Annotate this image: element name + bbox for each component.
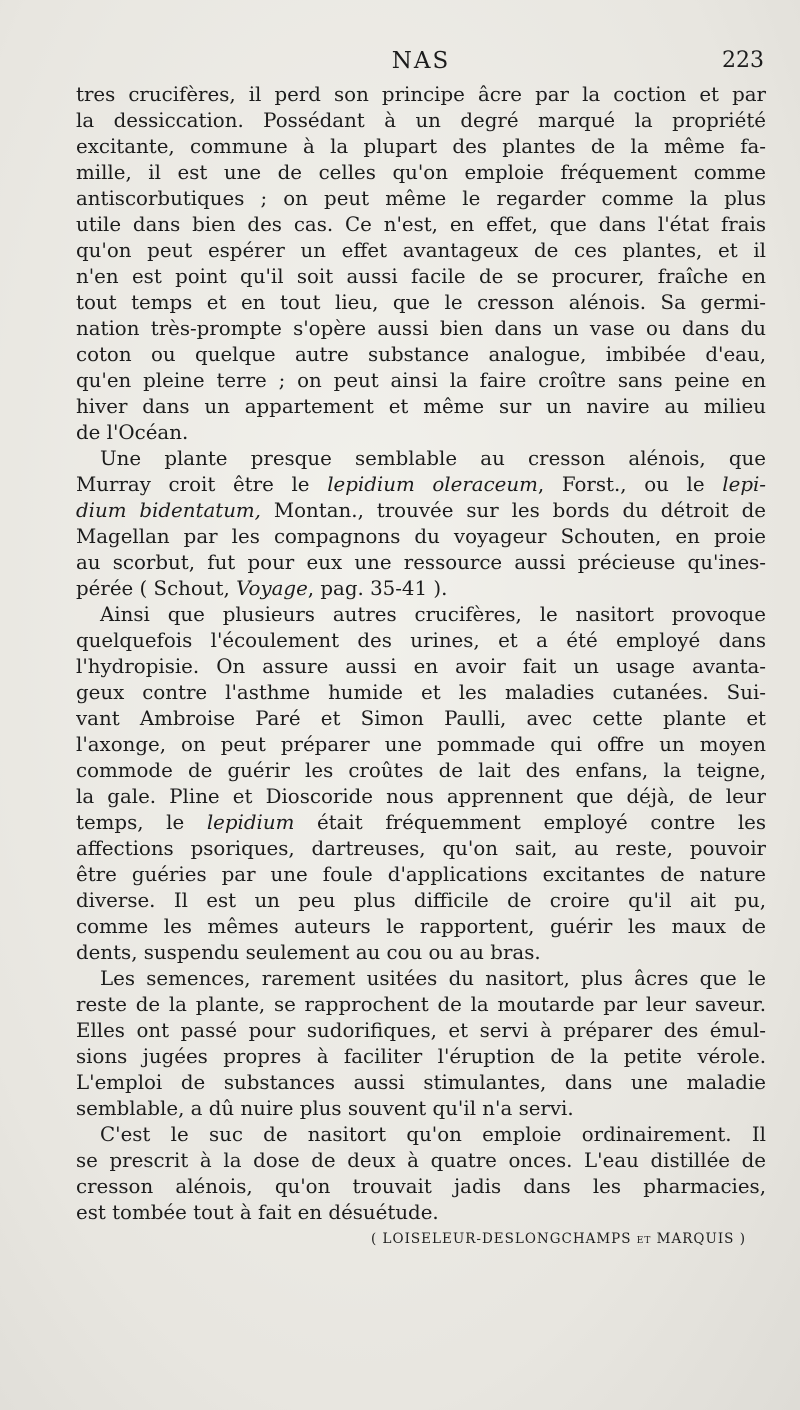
- italic-run: lepi-: [722, 473, 766, 496]
- text-run: Murray croit être le: [76, 473, 328, 496]
- text-line: sions jugées propres à faciliter l'éruption de la petite vérole.: [76, 1045, 766, 1068]
- text-line: L'emploi de substances aussi stimulantes, dans une maladie: [76, 1071, 766, 1094]
- text-line: être guéries par une foule d'applications excitantes de nature: [76, 863, 766, 886]
- text-line: geux contre l'asthme humide et les maladies cutanées. Sui-: [76, 681, 766, 704]
- text-line: de l'Océan.: [76, 421, 189, 444]
- author-signature: ( LOISELEUR-DESLONGCHAMPS et MARQUIS ): [371, 1231, 746, 1247]
- text-line: vant Ambroise Paré et Simon Paulli, avec cette plante et: [76, 707, 766, 730]
- page-header: [76, 48, 766, 80]
- text-line: n'en est point qu'il soit aussi facile de se procurer, fraîche en: [76, 265, 766, 288]
- text-line: la dessiccation. Possédant à un degré marqué la propriété: [76, 109, 766, 132]
- text-line: hiver dans un appartement et même sur un navire au milieu: [76, 395, 766, 418]
- text-line: commode de guérir les croûtes de lait des enfans, la teigne,: [76, 759, 766, 782]
- text-line: l'hydropisie. On assure aussi en avoir fait un usage avanta-: [76, 655, 766, 678]
- text-line: diverse. Il est un peu plus difficile de croire qu'il ait pu,: [76, 889, 766, 912]
- text-run: pérée ( Schout,: [76, 577, 237, 600]
- italic-run: lepidium oleraceum: [327, 473, 538, 496]
- text-line: dents, suspendu seulement au cou ou au bras.: [76, 941, 541, 964]
- text-line: l'axonge, on peut préparer une pommade qui offre un moyen: [76, 733, 766, 756]
- text-line: Les semences, rarement usitées du nasitort, plus âcres que le: [100, 967, 766, 990]
- text-line: semblable, a dû nuire plus souvent qu'il n'a servi.: [76, 1097, 574, 1120]
- text-line: qu'en pleine terre ; on peut ainsi la faire croître sans peine en: [76, 369, 766, 392]
- text-line: [76, 576, 766, 602]
- text-line: cresson alénois, qu'on trouvait jadis dans les pharmacies,: [76, 1175, 766, 1198]
- text-line: qu'on peut espérer un effet avantageux de ces plantes, et il: [76, 239, 766, 262]
- text-line: quelquefois l'écoulement des urines, et a été employé dans: [76, 629, 766, 652]
- text-line: tres crucifères, il perd son principe âcre par la coction et par: [76, 83, 766, 106]
- text-line: antiscorbutiques ; on peut même le regarder comme la plus: [76, 187, 766, 210]
- text-run: , pag. 35-41 ).: [307, 577, 448, 600]
- text-line: coton ou quelque autre substance analogue, imbibée d'eau,: [76, 343, 766, 366]
- body-text: [76, 82, 766, 1252]
- text-line: [76, 472, 766, 498]
- text-line: excitante, commune à la plupart des plantes de la même fa-: [76, 135, 766, 158]
- italic-run: dium bidentatum,: [76, 499, 261, 522]
- text-run: , Forst., ou le: [537, 473, 723, 496]
- text-line: mille, il est une de celles qu'on emploie fréquement comme: [76, 161, 766, 184]
- text-run: temps, le: [76, 811, 207, 834]
- text-line: C'est le suc de nasitort qu'on emploie ordinairement. Il: [100, 1123, 766, 1146]
- text-line: Ainsi que plusieurs autres crucifères, le nasitort provoque: [100, 603, 766, 626]
- text-line: nation très-prompte s'opère aussi bien dans un vase ou dans du: [76, 317, 766, 340]
- text-line: Une plante presque semblable au cresson alénois, que: [100, 447, 766, 470]
- text-line: affections psoriques, dartreuses, qu'on sait, au reste, pouvoir: [76, 837, 766, 860]
- text-line: tout temps et en tout lieu, que le cresson alénois. Sa germi-: [76, 291, 766, 314]
- text-line: Elles ont passé pour sudorifiques, et servi à préparer des émul-: [76, 1019, 766, 1042]
- text-line: se prescrit à la dose de deux à quatre onces. L'eau distillée de: [76, 1149, 766, 1172]
- text-line: [76, 498, 766, 524]
- page-number: 223: [722, 48, 764, 73]
- italic-run: lepidium: [206, 811, 295, 834]
- text-run: Montan., trouvée sur les bords du détroit de: [260, 499, 766, 522]
- running-head: NAS: [391, 48, 451, 74]
- text-line: au scorbut, fut pour eux une ressource aussi précieuse qu'ines-: [76, 551, 766, 574]
- text-line: comme les mêmes auteurs le rapportent, guérir les maux de: [76, 915, 766, 938]
- text-line: est tombée tout à fait en désuétude.: [76, 1201, 439, 1224]
- text-line: utile dans bien des cas. Ce n'est, en effet, que dans l'état frais: [76, 213, 766, 236]
- italic-run: Voyage: [236, 577, 308, 600]
- text-line: la gale. Pline et Dioscoride nous apprennent que déjà, de leur: [76, 785, 766, 808]
- text-run: était fréquemment employé contre les: [294, 811, 766, 834]
- text-line: reste de la plante, se rapprochent de la moutarde par leur saveur.: [76, 993, 766, 1016]
- text-line: [76, 810, 766, 836]
- text-line: Magellan par les compagnons du voyageur Schouten, en proie: [76, 525, 766, 548]
